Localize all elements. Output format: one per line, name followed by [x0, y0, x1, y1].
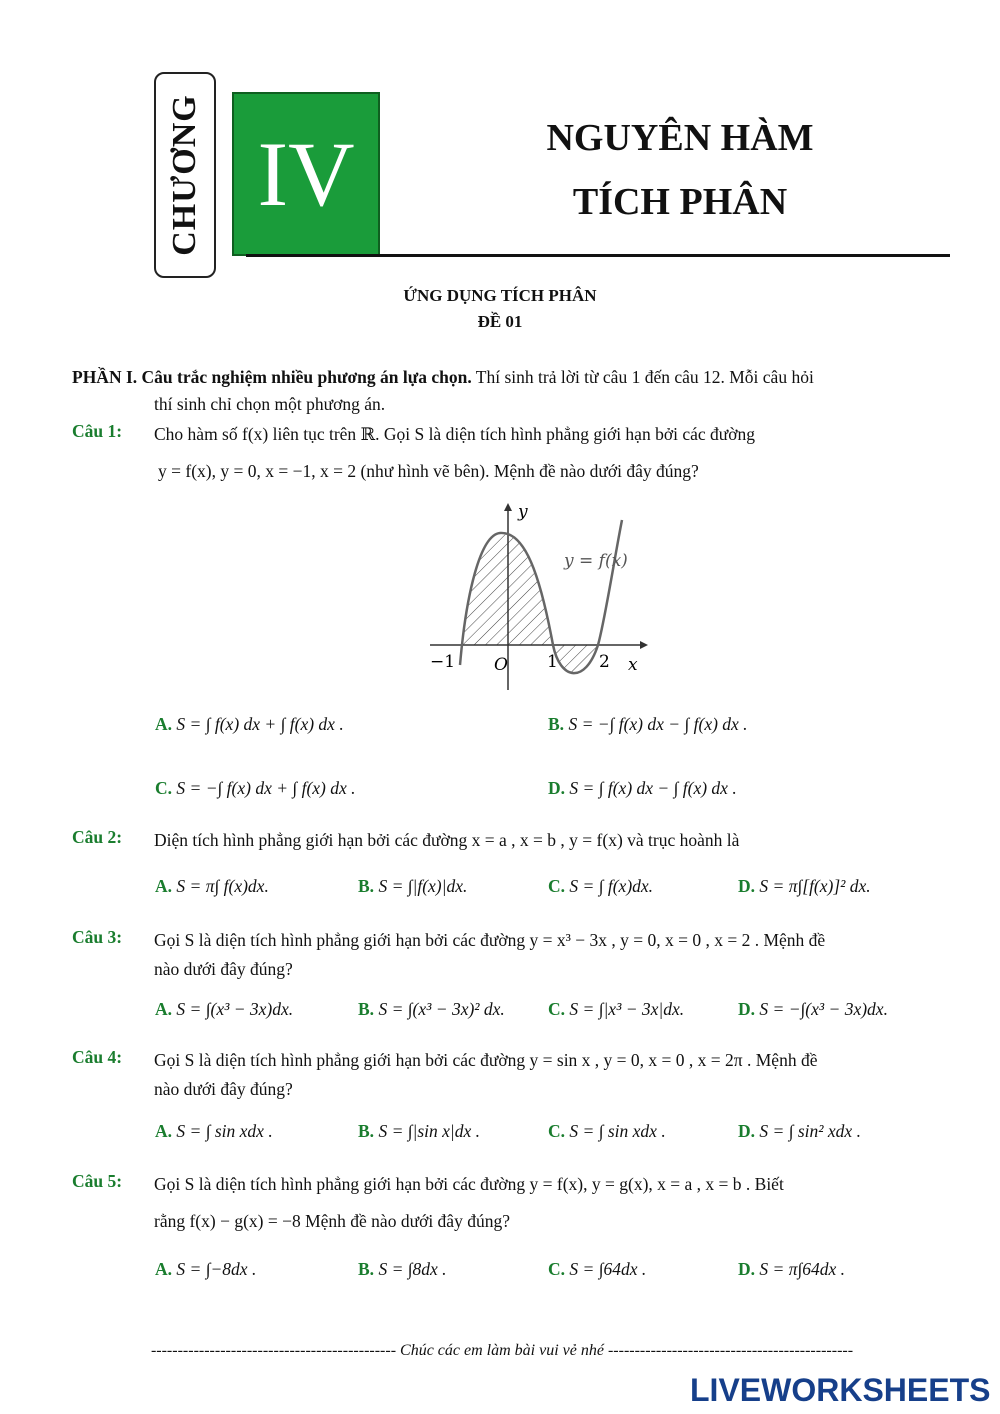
header-rule — [246, 254, 950, 257]
section-subtitle: ỨNG DỤNG TÍCH PHÂN — [403, 286, 597, 305]
origin-label: O — [494, 655, 508, 675]
question-text-line2: y = f(x), y = 0, x = −1, x = 2 (như hình vẽ bên). Mệnh đề nào dưới đây đúng? — [158, 461, 699, 481]
option-text: S = ∫|f(x)|dx. — [378, 876, 468, 896]
option-text: S = π∫[f(x)]² dx. — [759, 876, 871, 896]
y-axis-label: y — [518, 502, 528, 522]
answer-option[interactable] — [548, 1259, 646, 1280]
part1-label: PHẦN I. Câu trắc nghiệm nhiều phương án lựa chọn. — [72, 367, 472, 387]
answer-option[interactable] — [358, 1121, 480, 1142]
question-label: Câu 1: — [72, 421, 123, 441]
function-graph — [420, 495, 660, 695]
option-letter: B. — [548, 714, 565, 734]
option-text: S = ∫ sin xdx . — [569, 1121, 666, 1141]
option-letter: D. — [738, 1121, 756, 1141]
question-text: Gọi S là diện tích hình phẳng giới hạn bởi các đường y = f(x), y = g(x), x = a , x = b . Biết — [154, 1174, 784, 1194]
option-letter: C. — [548, 876, 566, 896]
option-text: S = ∫|x³ − 3x|dx. — [569, 999, 685, 1019]
option-letter: A. — [155, 876, 173, 896]
option-text: S = π∫64dx . — [759, 1259, 846, 1279]
answer-option[interactable] — [358, 999, 505, 1020]
answer-option[interactable] — [548, 714, 748, 735]
answer-option[interactable] — [155, 778, 356, 799]
answer-option[interactable] — [738, 876, 871, 897]
y-axis-arrow — [504, 503, 512, 511]
answer-option[interactable] — [738, 999, 888, 1020]
answer-option[interactable] — [155, 1121, 273, 1142]
question-label: Câu 5: — [72, 1171, 123, 1191]
answer-option[interactable] — [358, 1259, 447, 1280]
x-axis-arrow — [640, 641, 648, 649]
part1-instruction: Thí sinh trả lời từ câu 1 đến câu 12. Mỗi câu hỏi — [471, 367, 814, 387]
answer-option[interactable] — [548, 999, 684, 1020]
option-letter: C. — [548, 1259, 566, 1279]
answer-option[interactable] — [358, 876, 467, 897]
option-letter: D. — [738, 876, 756, 896]
question-text: Gọi S là diện tích hình phẳng giới hạn bởi các đường y = sin x , y = 0, x = 0 , x = 2π . Mệnh đề — [154, 1050, 818, 1070]
option-letter: C. — [155, 778, 173, 798]
option-letter: D. — [738, 1259, 756, 1279]
answer-option[interactable] — [155, 876, 269, 897]
question-text: Cho hàm số f(x) liên tục trên ℝ. Gọi S là diện tích hình phẳng giới hạn bởi các đường — [154, 424, 755, 444]
chapter-title-line1: NGUYÊN HÀM — [546, 117, 814, 159]
answer-option[interactable] — [738, 1259, 845, 1280]
question-label: Câu 3: — [72, 927, 123, 947]
option-text: S = ∫(x³ − 3x)² dx. — [378, 999, 505, 1019]
question-text: Diện tích hình phẳng giới hạn bởi các đường x = a , x = b , y = f(x) và trục hoành là — [154, 830, 740, 850]
option-letter: D. — [548, 778, 566, 798]
answer-option[interactable] — [548, 1121, 666, 1142]
option-text: S = ∫64dx . — [569, 1259, 647, 1279]
brand-logo: LIVEWORKSHEETS — [690, 1372, 991, 1408]
chapter-box — [154, 72, 216, 278]
option-text: S = −∫(x³ − 3x)dx. — [759, 999, 888, 1019]
curve-label: y = f(x) — [564, 551, 628, 571]
option-letter: B. — [358, 1259, 375, 1279]
question-text: Gọi S là diện tích hình phẳng giới hạn bởi các đường y = x³ − 3x , y = 0, x = 0 , x = 2 . Mệnh đề — [154, 930, 826, 950]
option-text: S = ∫−8dx . — [176, 1259, 257, 1279]
answer-option[interactable] — [548, 876, 653, 897]
x-axis-label: x — [628, 655, 638, 675]
part1-heading — [72, 364, 942, 391]
option-text: S = ∫(x³ − 3x)dx. — [176, 999, 294, 1019]
option-text: S = ∫8dx . — [378, 1259, 447, 1279]
option-text: S = π∫ f(x)dx. — [176, 876, 269, 896]
tick-two: 2 — [599, 652, 610, 672]
option-text: S = ∫ f(x)dx. — [569, 876, 654, 896]
question-label: Câu 4: — [72, 1047, 123, 1067]
option-text: S = −∫ f(x) dx + ∫ f(x) dx . — [176, 778, 356, 798]
option-letter: A. — [155, 1121, 173, 1141]
option-text: S = −∫ f(x) dx − ∫ f(x) dx . — [568, 714, 748, 734]
answer-option[interactable] — [738, 1121, 861, 1142]
exam-code: ĐỀ 01 — [477, 312, 523, 331]
answer-option[interactable] — [155, 999, 293, 1020]
chapter-number: IV — [232, 92, 380, 256]
answer-option[interactable] — [548, 778, 737, 799]
option-letter: A. — [155, 1259, 173, 1279]
option-letter: C. — [548, 999, 566, 1019]
option-letter: B. — [358, 876, 375, 896]
answer-option[interactable] — [155, 1259, 256, 1280]
option-text: S = ∫ sin xdx . — [176, 1121, 273, 1141]
question-text-line2: nào dưới đây đúng? — [154, 959, 293, 979]
option-text: S = ∫ sin² xdx . — [759, 1121, 861, 1141]
option-text: S = ∫|sin x|dx . — [378, 1121, 480, 1141]
question-text-line2: nào dưới đây đúng? — [154, 1079, 293, 1099]
question-label: Câu 2: — [72, 827, 123, 847]
footer-message: ---------------------------------------------- Chúc các em làm bài vui vẻ nhé ---------------------------------------------- — [150, 1342, 854, 1359]
question-text-line2: rằng f(x) − g(x) = −8 Mệnh đề nào dưới đây đúng? — [154, 1211, 510, 1231]
option-letter: D. — [738, 999, 756, 1019]
option-letter: A. — [155, 714, 173, 734]
option-letter: B. — [358, 999, 375, 1019]
option-text: S = ∫ f(x) dx + ∫ f(x) dx . — [176, 714, 344, 734]
tick-one: 1 — [547, 652, 558, 672]
chapter-title-line2: TÍCH PHÂN — [572, 181, 788, 223]
option-text: S = ∫ f(x) dx − ∫ f(x) dx . — [569, 778, 737, 798]
option-letter: B. — [358, 1121, 375, 1141]
tick-minus-one: −1 — [430, 652, 456, 672]
chapter-word: CHƯƠNG — [166, 94, 203, 256]
option-letter: A. — [155, 999, 173, 1019]
part1-instruction-cont: thí sinh chỉ chọn một phương án. — [154, 394, 386, 414]
option-letter: C. — [548, 1121, 566, 1141]
answer-option[interactable] — [155, 714, 344, 735]
